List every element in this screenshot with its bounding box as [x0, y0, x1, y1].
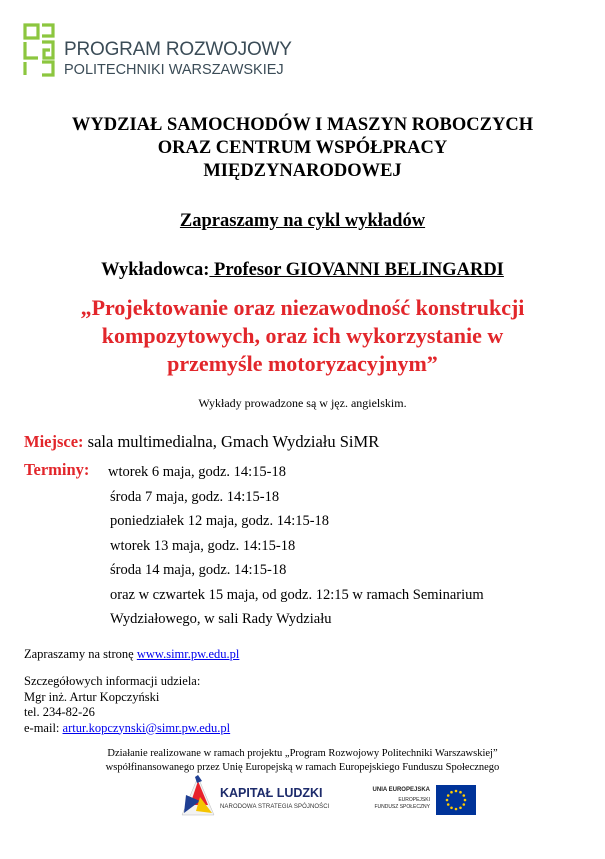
- contact-intro: Szczegółowych informacji udziela:: [24, 674, 201, 688]
- heading-line: MIĘDZYNARODOWEJ: [203, 161, 402, 181]
- heading-line: ORAZ CENTRUM WSPÓŁPRACY: [157, 138, 448, 158]
- title-line: kompozytowych, oraz ich wykorzystanie w: [101, 323, 504, 348]
- contact-email-line: [24, 721, 230, 737]
- eu-fund-line: EUROPEJSKI: [398, 797, 430, 803]
- eu-stars: [436, 785, 476, 815]
- invite-text: Zapraszamy na cykl wykładów: [179, 211, 426, 231]
- eu-title: UNIA EUROPEJSKA: [372, 787, 430, 793]
- program-logo-icon: [22, 22, 56, 78]
- terms-list: [110, 460, 484, 632]
- terms-label: Terminy:: [24, 460, 90, 479]
- eu-flag-icon: [436, 785, 476, 815]
- email-link[interactable]: artur.kopczynski@simr.pw.edu.pl: [62, 720, 231, 735]
- term-item: środa 7 maja, godz. 14:15-18: [110, 488, 280, 505]
- contact-phone: tel. 234-82-26: [24, 705, 95, 719]
- place-value: sala multimedialna, Gmach Wydziału SiMR: [83, 432, 380, 451]
- funding-line: współfinansowanego przez Unię Europejską w ramach Europejskiego Funduszu Społecznego: [105, 762, 500, 773]
- language-note: Wykłady prowadzone są w jęz. angielskim.: [198, 396, 407, 410]
- kapital-ludzki-icon: [178, 775, 218, 821]
- email-label: e-mail:: [24, 720, 63, 735]
- lecturer-label: Wykładowca:: [101, 260, 210, 280]
- term-item: wtorek 6 maja, godz. 14:15-18: [108, 464, 286, 480]
- kapital-ludzki-logo: [178, 775, 328, 823]
- funding-note: [0, 747, 605, 775]
- kapital-ludzki-title: KAPITAŁ LUDZKI: [220, 786, 323, 800]
- term-item: oraz w czwartek 15 maja, od godz. 12:15 w ramach Seminarium: [110, 586, 484, 603]
- heading-line: WYDZIAŁ SAMOCHODÓW I MASZYN ROBOCZYCH: [71, 115, 534, 135]
- lecturer-line: [0, 260, 605, 281]
- faculty-heading: [0, 114, 605, 183]
- place-line: [24, 432, 379, 452]
- funding-line: Działanie realizowane w ramach projektu „Program Rozwojowy Politechniki Warszawskiej”: [107, 748, 498, 759]
- contact-person: Mgr inż. Artur Kopczyński: [24, 689, 160, 704]
- website-prefix: Zapraszamy na stronę: [24, 647, 137, 661]
- title-line: przemyśle motoryzacyjnym”: [167, 351, 438, 376]
- lecture-title: [0, 294, 605, 378]
- contact-block: [24, 674, 230, 736]
- term-item: Wydziałowego, w sali Rady Wydziału: [110, 611, 332, 627]
- website-link[interactable]: www.simr.pw.edu.pl: [136, 647, 240, 661]
- logo-title: PROGRAM ROZWOJOWY: [64, 39, 292, 60]
- logo-subtitle: POLITECHNIKI WARSZAWSKIEJ: [64, 62, 284, 78]
- eu-logo: [350, 785, 480, 821]
- place-label: Miejsce:: [24, 432, 84, 451]
- lecturer-name: Profesor GIOVANNI BELINGARDI: [209, 260, 504, 280]
- eu-fund: [350, 797, 430, 811]
- program-logo: [22, 22, 322, 84]
- term-item: środa 14 maja, godz. 14:15-18: [110, 562, 287, 578]
- website-line: [24, 647, 239, 663]
- term-item: wtorek 13 maja, godz. 14:15-18: [110, 537, 296, 554]
- term-item: poniedziałek 12 maja, godz. 14:15-18: [110, 513, 330, 529]
- eu-fund-line: FUNDUSZ SPOŁECZNY: [374, 804, 430, 810]
- kapital-ludzki-subtitle: NARODOWA STRATEGIA SPÓJNOŚCI: [220, 804, 330, 810]
- title-line: „Projektowanie oraz niezawodność konstrukcji: [80, 295, 525, 320]
